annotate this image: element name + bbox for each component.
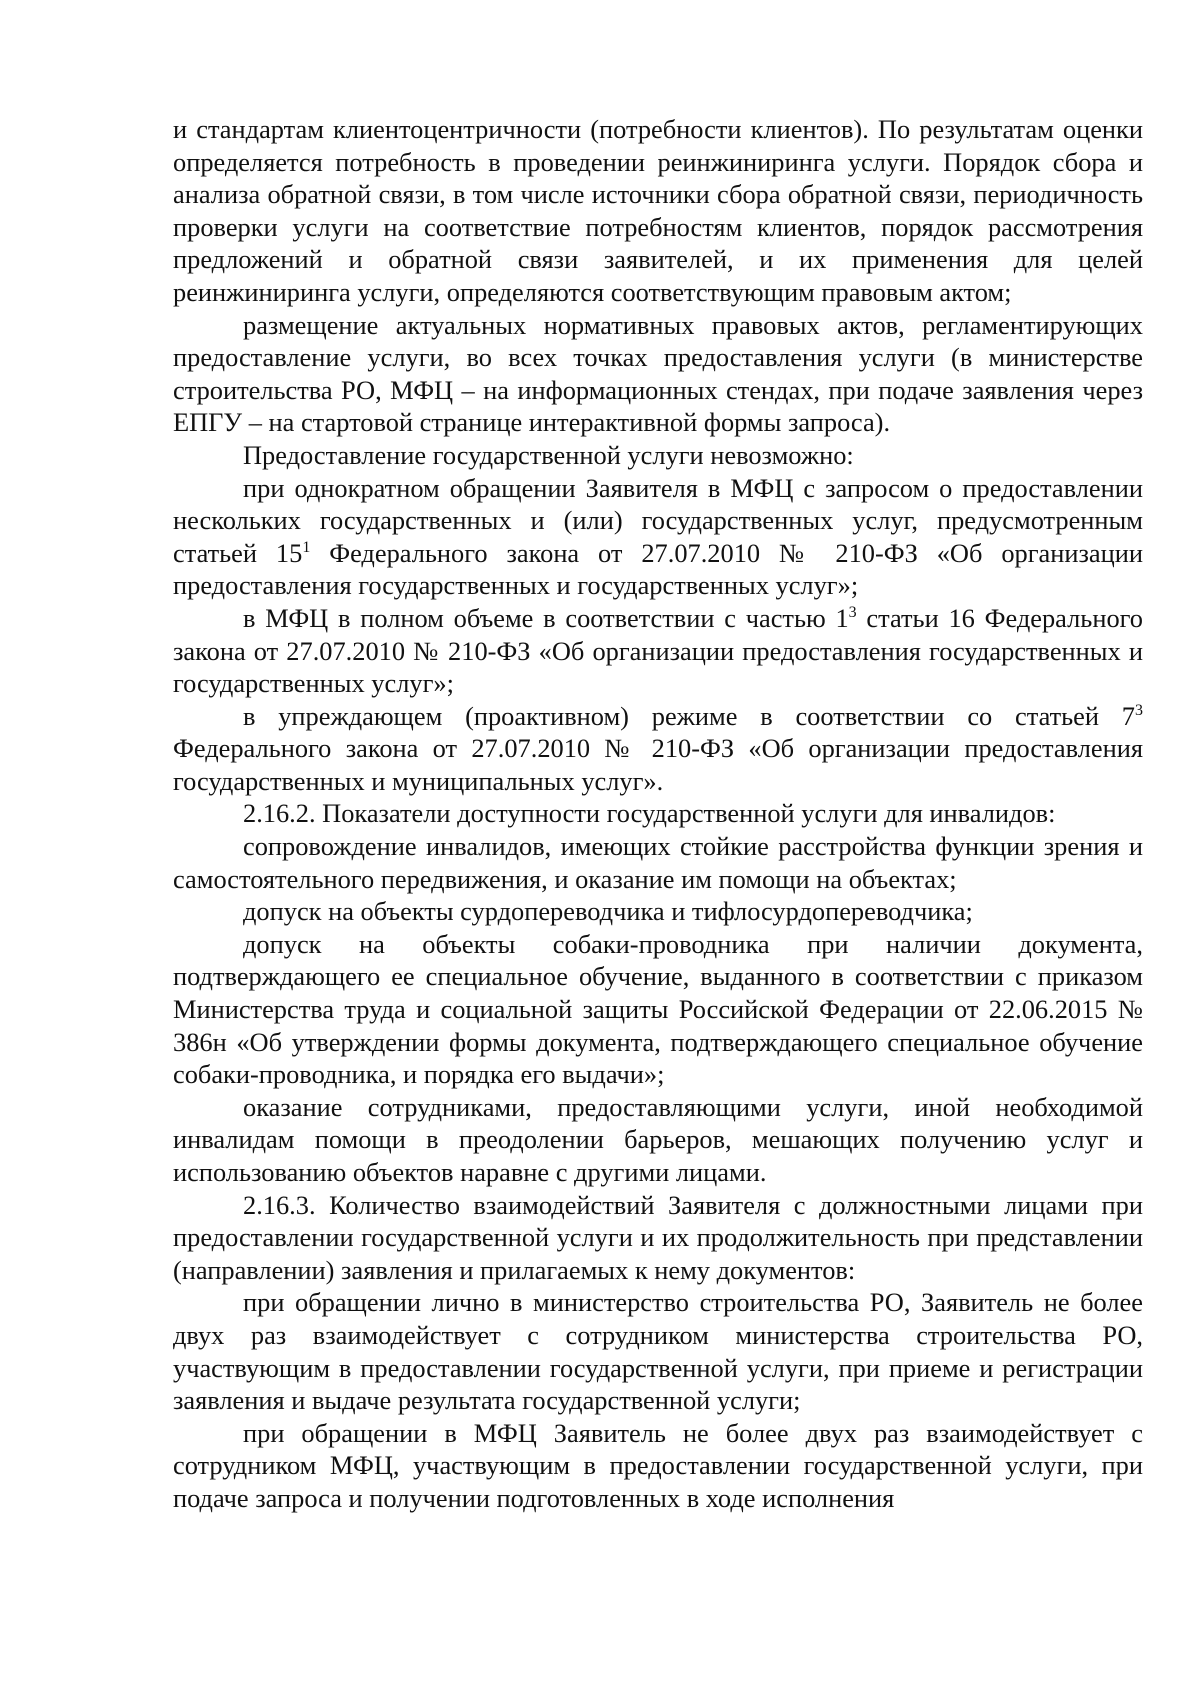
paragraph-service-impossible-heading: Предоставление государственной услуги невозможно: (243, 439, 854, 470)
superscript-3a: 3 (848, 603, 857, 621)
paragraph-single-request (173, 472, 1143, 602)
superscript-3b: 3 (1135, 701, 1143, 719)
paragraph-escort-disabled: сопровождение инвалидов, имеющих стойкие расстройства функции зрения и самостоятельного передвижения, и оказание им помощи на объектах; (173, 831, 1143, 894)
paragraph-proactive-mode-pre: в упреждающем (проактивном) режиме в соответствии со статьей 7 (243, 700, 1135, 731)
paragraph-proactive-mode (173, 700, 1143, 798)
paragraph-mfc-full-volume-pre: в МФЦ в полном объеме в соответствии с частью 1 (243, 602, 849, 633)
paragraph-single-request-pre: при однократном обращении Заявителя в МФЦ с запросом о предоставлении нескольких государственных и (или) государственных услуг, предусмотренным статьей 15 (173, 472, 1143, 568)
paragraph-mfc-full-volume-post: статьи 16 Федерального закона от 27.07.2010 № 210-ФЗ «Об организации предоставления государственных и государственных услуг»; (173, 602, 1143, 699)
paragraph-proactive-mode-post: Федерального закона от 27.07.2010 № 210-ФЗ «Об организации предоставления государственных и муниципальных услуг». (173, 733, 1143, 796)
paragraph-sign-interpreter: допуск на объекты сурдопереводчика и тифлосурдопереводчика; (243, 896, 973, 927)
paragraph-mfc-full-volume (173, 602, 1143, 700)
paragraph-ministry-visit: при обращении лично в министерство строительства РО, Заявитель не более двух раз взаимодействует с сотрудником министерства строительства РО, участвующим в предоставлении государственной услуги, при приеме и регистрации заявления и выдаче результата государственной услуги; (173, 1287, 1143, 1416)
paragraph-legal-acts-placement: размещение актуальных нормативных правовых актов, регламентирующих предоставление услуги, во всех точках предоставления услуги (в министерстве строительства РО, МФЦ – на информационных стендах, при подаче заявления через ЕПГУ – на стартовой странице интерактивной формы запроса). (173, 309, 1143, 438)
paragraph-staff-assistance: оказание сотрудниками, предоставляющими услуги, иной необходимой инвалидам помощи в преодолении барьеров, мешающих получению услуг и использованию объектов наравне с другими лицами. (173, 1091, 1143, 1187)
paragraph-guide-dog: допуск на объекты собаки-проводника при наличии документа, подтверждающего ее специальное обучение, выданного в соответствии с приказом Министерства труда и социальной защиты Российской Федерации от 22.06.2015 № 386н «Об утверждении формы документа, подтверждающего специальное обучение собаки-проводника, и порядка его выдачи»; (173, 928, 1143, 1090)
superscript-1: 1 (302, 538, 311, 556)
paragraph-section-2-16-3: 2.16.3. Количество взаимодействий Заявителя с должностными лицами при предоставлении государственной услуги и их продолжительность при представлении (направлении) заявления и прилагаемых к нему документов: (173, 1189, 1143, 1285)
paragraph-section-2-16-2: 2.16.2. Показатели доступности государственной услуги для инвалидов: (243, 798, 1056, 829)
paragraph-single-request-post: Федерального закона от 27.07.2010 № 210-ФЗ «Об организации предоставления государственных и государственных услуг»; (173, 537, 1143, 601)
paragraph-mfc-visit: при обращении в МФЦ Заявитель не более двух раз взаимодействует с сотрудником МФЦ, участвующим в предоставлении государственной услуги, при подаче запроса и получении подготовленных в ходе исполнения (173, 1417, 1143, 1513)
paragraph-continuation: и стандартам клиентоцентричности (потребности клиентов). По результатам оценки определяется потребность в проведении реинжиниринга услуги. Порядок сбора и анализа обратной связи, в том числе источники сбора обратной связи, периодичность проверки услуги на соответствие потребностям клиентов, порядок рассмотрения предложений и обратной связи заявителей, и их применения для целей реинжиниринга услуги, определяются соответствующим правовым актом; (173, 114, 1143, 307)
document-body (173, 113, 1143, 1515)
